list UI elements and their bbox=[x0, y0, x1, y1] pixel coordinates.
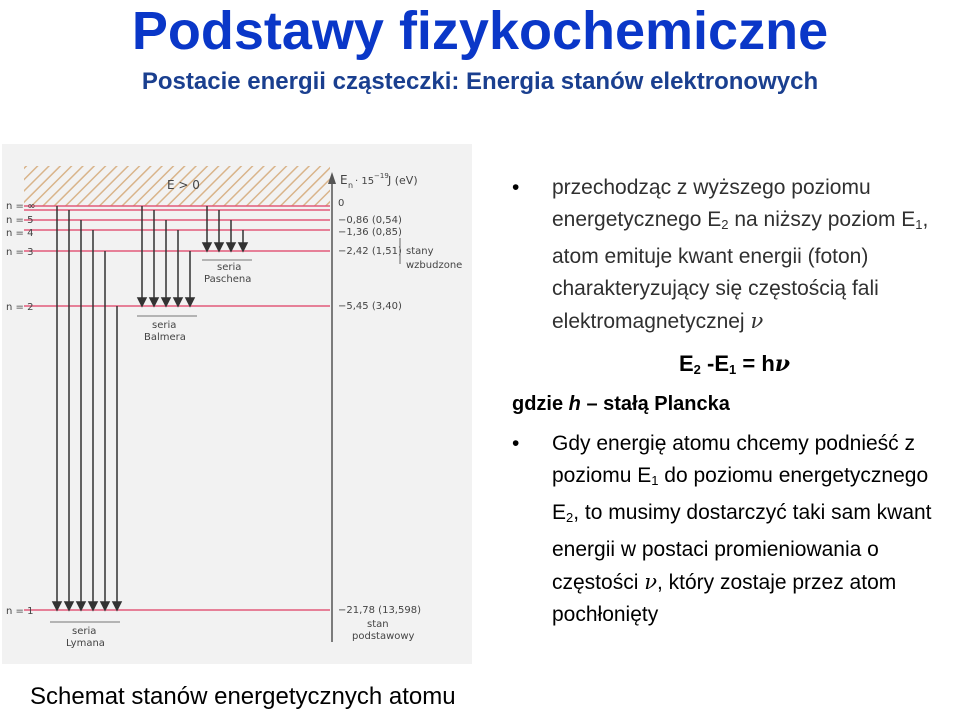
text-span: przechodząc z wyższego poziomu energetycznego E bbox=[552, 176, 871, 231]
level-energy-label: −21,78 (13,598) bbox=[338, 605, 421, 616]
text-span: Gdy energię atomu chcemy podnieść z poziomu E bbox=[552, 432, 916, 487]
level-n-label: n = 2 bbox=[6, 302, 34, 313]
subscript: 2 bbox=[693, 362, 701, 377]
text-span: na niższy poziom E bbox=[728, 208, 916, 231]
excited-label: stany bbox=[406, 246, 434, 257]
axis-label-factor: · 15 bbox=[355, 176, 375, 187]
planck-formula bbox=[512, 348, 957, 386]
axis-label-n-sub: n bbox=[348, 181, 354, 190]
subscript: 1 bbox=[729, 362, 737, 377]
lyman-label: seria bbox=[72, 626, 97, 637]
level-n-label: n = ∞ bbox=[6, 201, 36, 212]
lyman-label: Lymana bbox=[66, 638, 105, 649]
level-n-label: n = 1 bbox=[6, 606, 34, 617]
planck-h: h bbox=[568, 393, 581, 415]
page-title: Podstawy fizykochemiczne bbox=[131, 1, 829, 61]
ground-label: podstawowy bbox=[352, 631, 415, 642]
text-span: , to musimy dostarczyć taki sam kwant energii w postaci promieniowania o częstości bbox=[552, 501, 932, 594]
axis-label-e: E bbox=[340, 173, 348, 187]
balmer-label: Balmera bbox=[144, 332, 186, 343]
axis-label-unit: J (eV) bbox=[388, 174, 418, 187]
page-subtitle: Postacie energii cząsteczki: Energia stanów elektronowych bbox=[141, 68, 819, 95]
text-span: gdzie bbox=[512, 393, 569, 415]
lyman-series-arrows bbox=[53, 206, 121, 610]
excited-label: wzbudzone bbox=[406, 260, 463, 271]
energy-level-svg bbox=[2, 144, 472, 664]
level-n-label: n = 5 bbox=[6, 215, 34, 226]
level-energy-label: −0,86 (0,54) bbox=[338, 215, 402, 226]
level-n-label: n = 3 bbox=[6, 247, 34, 258]
level-energy-label: −5,45 (3,40) bbox=[338, 301, 402, 312]
text-span: – stałą Plancka bbox=[580, 393, 730, 415]
energy-level-lines bbox=[24, 206, 330, 610]
level-energy-label: −1,36 (0,85) bbox=[338, 227, 402, 238]
subscript: 2 bbox=[721, 217, 729, 232]
formula-part: -E bbox=[700, 351, 730, 376]
continuum-label: E > 0 bbox=[167, 178, 200, 192]
diagram-caption: Schemat stanów energetycznych atomu bbox=[30, 683, 456, 710]
explanation-text bbox=[512, 172, 957, 631]
energy-level-diagram bbox=[2, 144, 472, 664]
subscript: 2 bbox=[566, 510, 574, 525]
paschen-series-arrows bbox=[203, 206, 247, 251]
nu-symbol: ν bbox=[644, 570, 657, 594]
text-span: , atom emituje kwant energii (foton) charakteryzujący się częstością fali elektromagnetycznej bbox=[552, 208, 929, 333]
bullet-absorption bbox=[512, 428, 957, 631]
level-n-label: n = 4 bbox=[6, 228, 34, 239]
ground-label: stan bbox=[367, 619, 389, 630]
level-energy-label: −2,42 (1,51) bbox=[338, 246, 402, 257]
level-energy-label: 0 bbox=[338, 198, 345, 209]
paschen-label: Paschena bbox=[204, 274, 252, 285]
balmer-label: seria bbox=[152, 320, 177, 331]
text-span: , który zostaje przez atom pochłonięty bbox=[552, 571, 897, 626]
text-span: do poziomu energetycznego E bbox=[552, 464, 929, 524]
bullet-emission bbox=[512, 172, 957, 338]
subscript: 1 bbox=[915, 217, 923, 232]
nu-symbol: ν bbox=[774, 351, 791, 377]
planck-note bbox=[512, 388, 957, 420]
axis-label-exponent: −19 bbox=[374, 172, 389, 180]
formula-part: = h bbox=[736, 351, 775, 376]
formula-part: E bbox=[678, 351, 694, 376]
paschen-label: seria bbox=[217, 262, 242, 273]
subscript: 1 bbox=[651, 473, 659, 488]
nu-symbol: ν bbox=[750, 309, 764, 333]
balmer-series-arrows bbox=[138, 206, 194, 306]
